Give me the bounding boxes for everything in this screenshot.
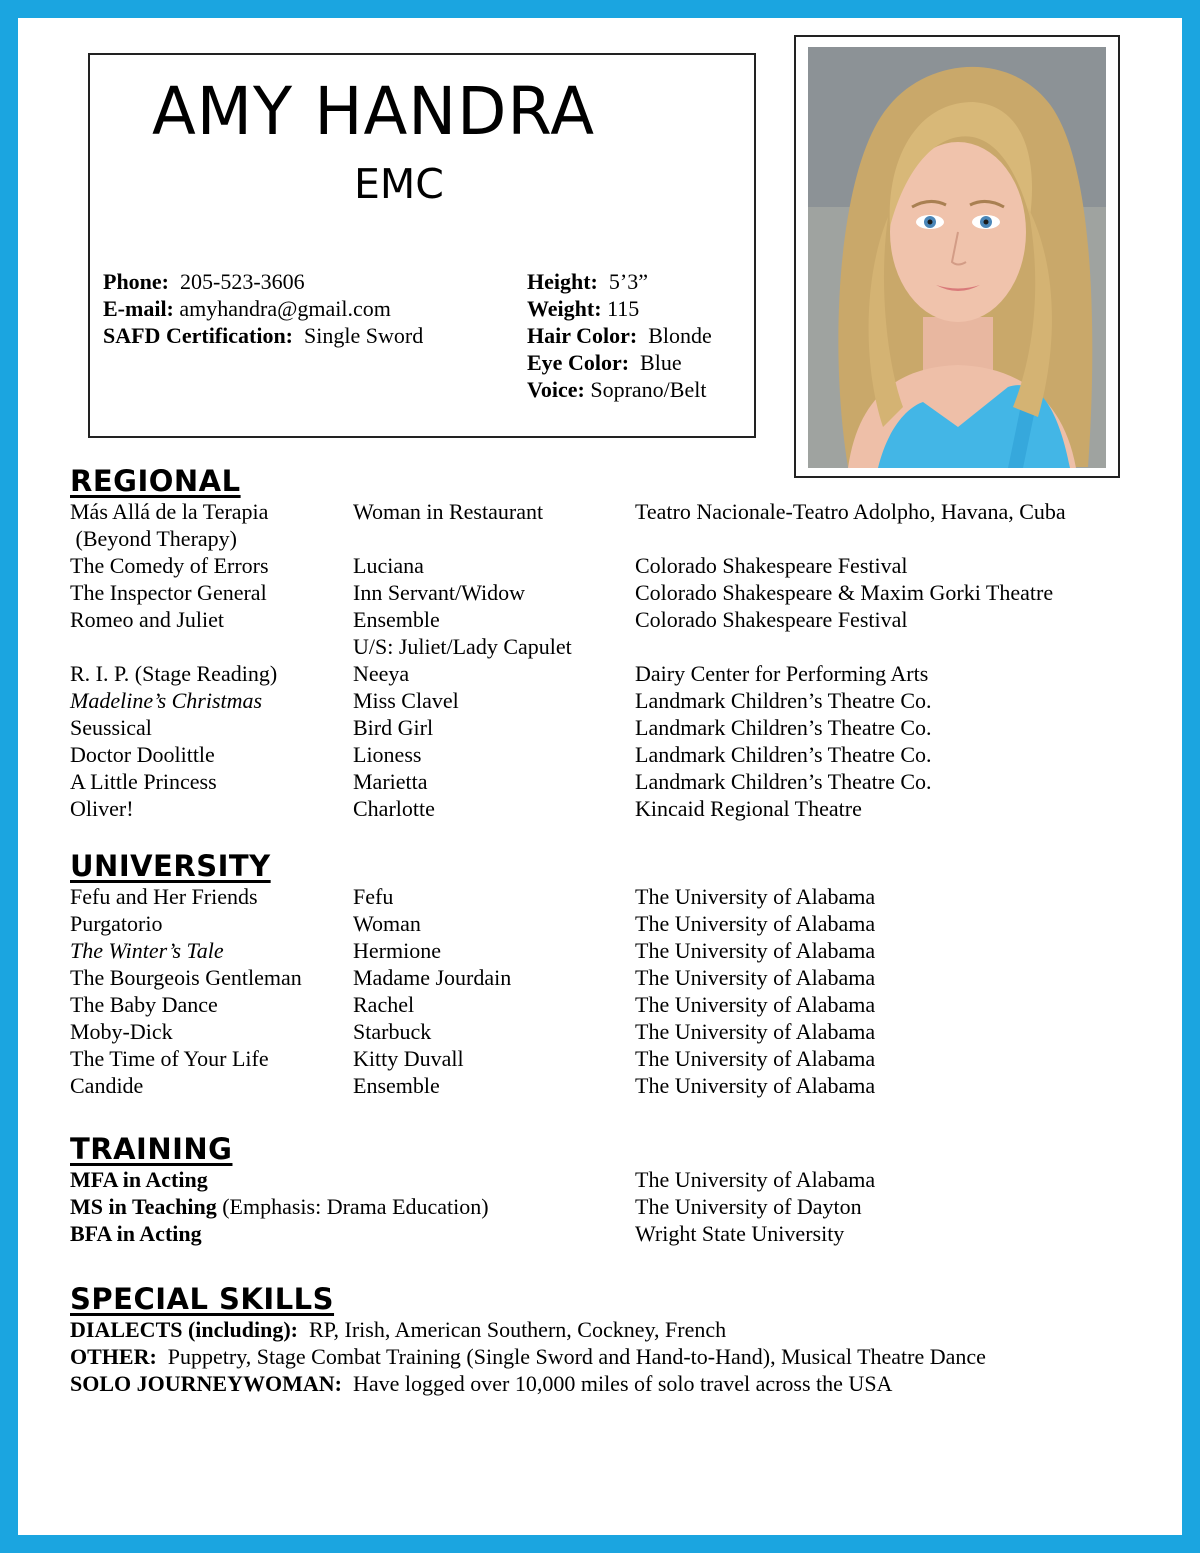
school: Wright State University [635,1221,845,1246]
role: Marietta [353,769,428,794]
theatre: The University of Alabama [635,1019,876,1044]
theatre: The University of Alabama [635,1073,876,1098]
university-credit-row [70,910,1150,937]
role: Bird Girl [353,715,434,740]
safd-line [103,322,423,349]
show-title: Doctor Doolittle [70,742,215,767]
degree: BFA in Acting [70,1221,202,1246]
regional-credit-row [70,633,1150,660]
voice-line [527,376,712,403]
role: Kitty Duvall [353,1046,464,1071]
hair-line [527,322,712,349]
show-title: Fefu and Her Friends [70,884,258,909]
regional-credit-row [70,552,1150,579]
regional-credit-row [70,768,1150,795]
show-title: Oliver! [70,796,134,821]
show-title: Más Allá de la Terapia [70,499,269,524]
eye-line [527,349,712,376]
eye-label: Eye Color: [527,350,630,375]
skills-section [70,1283,1150,1397]
skill-label: DIALECTS (including): [70,1317,299,1342]
theatre: The University of Alabama [635,1046,876,1071]
university-credit-row [70,1045,1150,1072]
headshot-illustration [808,47,1106,468]
regional-heading: REGIONAL [70,464,241,498]
training-row [70,1166,1150,1193]
safd-value: Single Sword [304,323,424,348]
role: Luciana [353,553,424,578]
university-heading: UNIVERSITY [70,849,271,883]
safd-label: SAFD Certification: [103,323,294,348]
role: Ensemble [353,607,440,632]
role: Charlotte [353,796,435,821]
theatre: The University of Alabama [635,911,876,936]
university-credit-row [70,937,1150,964]
show-title: The Inspector General [70,580,267,605]
theatre: Landmark Children’s Theatre Co. [635,688,932,713]
show-title: A Little Princess [70,769,217,794]
eye-value: Blue [640,350,682,375]
regional-credit-row [70,741,1150,768]
role: Starbuck [353,1019,432,1044]
university-list [70,883,1150,1099]
regional-credit-row [70,795,1150,822]
theatre: Colorado Shakespeare & Maxim Gorki Theatre [635,580,1054,605]
role: U/S: Juliet/Lady Capulet [353,634,572,659]
skill-value: RP, Irish, American Southern, Cockney, French [298,1317,727,1342]
height-line [527,268,712,295]
skill-value: Have logged over 10,000 miles of solo travel across the USA [341,1371,893,1396]
theatre: Colorado Shakespeare Festival [635,607,908,632]
regional-credit-row [70,687,1150,714]
skill-label: OTHER: [70,1344,157,1369]
role: Miss Clavel [353,688,459,713]
weight-line [527,295,712,322]
school: The University of Dayton [635,1194,862,1219]
physical-stats [527,268,712,403]
show-title: The Winter’s Tale [70,938,224,963]
theatre: Colorado Shakespeare Festival [635,553,908,578]
university-credit-row [70,1018,1150,1045]
weight-label: Weight: [527,296,602,321]
voice-value: Soprano/Belt [590,377,707,402]
role: Fefu [353,884,394,909]
actor-name: AMY HANDRA [152,73,596,150]
theatre: Teatro Nacionale-Teatro Adolpho, Havana, Cuba [635,499,1066,524]
degree: MS in Teaching [70,1194,217,1219]
university-credit-row [70,883,1150,910]
show-title: Candide [70,1073,144,1098]
university-credit-row [70,991,1150,1018]
regional-credit-row [70,660,1150,687]
theatre: The University of Alabama [635,938,876,963]
regional-credit-row [70,498,1150,525]
skills-heading: SPECIAL SKILLS [70,1282,335,1316]
header-box [88,53,756,438]
voice-label: Voice: [527,377,585,402]
role: Hermione [353,938,441,963]
theatre: Landmark Children’s Theatre Co. [635,715,932,740]
hair-label: Hair Color: [527,323,638,348]
skill-row [70,1370,1150,1397]
theatre: Landmark Children’s Theatre Co. [635,769,932,794]
show-title: R. I. P. (Stage Reading) [70,661,278,686]
university-credit-row [70,1072,1150,1099]
height-value: 5’3” [608,269,648,294]
role: Neeya [353,661,410,686]
school: The University of Alabama [635,1167,876,1192]
degree: MFA in Acting [70,1167,208,1192]
theatre: The University of Alabama [635,965,876,990]
contact-info [103,268,423,349]
degree-note: (Emphasis: Drama Education) [216,1194,489,1219]
email-value: amyhandra@gmail.com [179,296,391,321]
regional-section [70,465,1150,822]
theatre: The University of Alabama [635,884,876,909]
headshot-photo [808,47,1106,468]
phone-label: Phone: [103,269,169,294]
role: Lioness [353,742,422,767]
show-title: (Beyond Therapy) [70,526,237,551]
regional-credit-row [70,606,1150,633]
role: Rachel [353,992,415,1017]
role: Woman [353,911,421,936]
headshot-frame [794,35,1120,478]
union-status: EMC [354,160,444,208]
theatre: Landmark Children’s Theatre Co. [635,742,932,767]
show-title: Moby-Dick [70,1019,173,1044]
training-section [70,1133,1150,1247]
show-title: The Comedy of Errors [70,553,269,578]
weight-value: 115 [607,296,640,321]
theatre: Dairy Center for Performing Arts [635,661,929,686]
regional-list [70,498,1150,822]
phone-line [103,268,423,295]
theatre: Kincaid Regional Theatre [635,796,862,821]
resume-page [18,18,1182,1535]
regional-credit-row [70,525,1150,552]
skill-label: SOLO JOURNEYWOMAN: [70,1371,342,1396]
height-label: Height: [527,269,598,294]
skill-row [70,1343,1150,1370]
hair-value: Blonde [648,323,712,348]
show-title: The Baby Dance [70,992,218,1017]
skill-value: Puppetry, Stage Combat Training (Single Sword and Hand-to-Hand), Musical Theatre Dance [156,1344,986,1369]
role: Madame Jourdain [353,965,512,990]
role: Inn Servant/Widow [353,580,526,605]
role: Woman in Restaurant [353,499,544,524]
show-title: The Bourgeois Gentleman [70,965,302,990]
email-line [103,295,423,322]
theatre: The University of Alabama [635,992,876,1017]
show-title: Romeo and Juliet [70,607,224,632]
university-section [70,850,1150,1099]
phone-value: 205-523-3606 [180,269,305,294]
training-row [70,1220,1150,1247]
show-title: Madeline’s Christmas [70,688,263,713]
university-credit-row [70,964,1150,991]
skill-row [70,1316,1150,1343]
email-label: E-mail: [103,296,174,321]
show-title: Seussical [70,715,152,740]
regional-credit-row [70,714,1150,741]
regional-credit-row [70,579,1150,606]
role: Ensemble [353,1073,440,1098]
show-title: Purgatorio [70,911,163,936]
training-row [70,1193,1150,1220]
training-heading: TRAINING [70,1132,233,1166]
show-title: The Time of Your Life [70,1046,269,1071]
